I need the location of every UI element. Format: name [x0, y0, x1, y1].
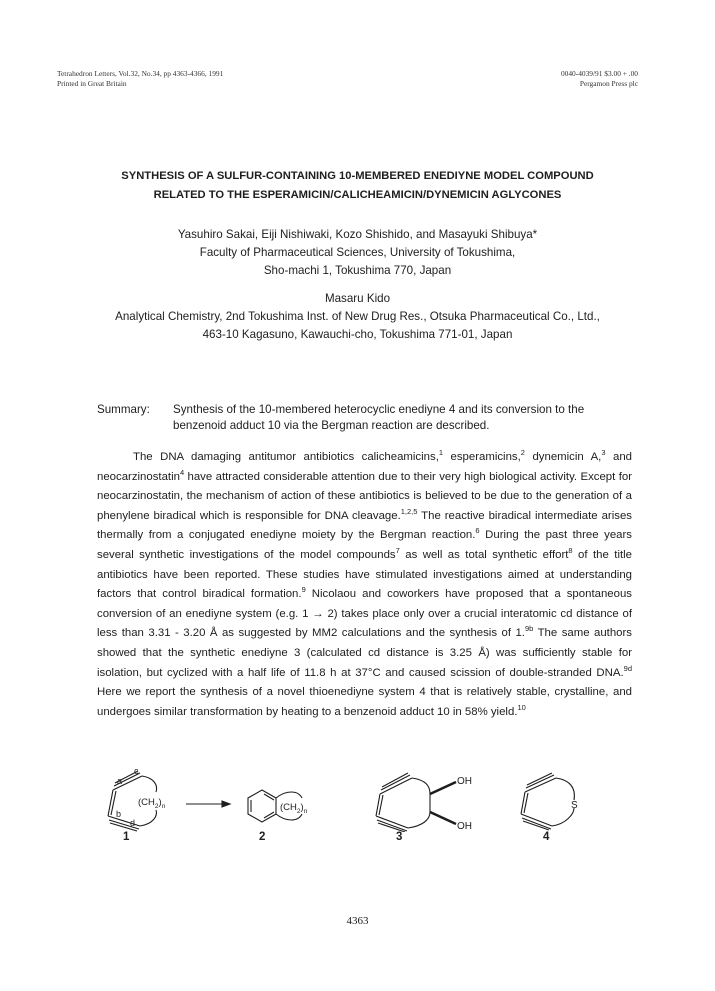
citation-12: 10	[517, 702, 526, 712]
structure-drawings	[90, 768, 650, 832]
journal-header	[57, 69, 223, 89]
atom-b: b	[116, 809, 122, 819]
atom-a: a	[117, 776, 123, 786]
body-text-5: have attracted considerable attention due to their very high biological activity. Except for neocarzinostatin, the mechanism of action of these antibiotics is believed to be due to the generation of a phenylene biradical which is responsible for DNA cleavage.	[97, 470, 632, 522]
citation-10: 9b	[524, 624, 534, 634]
author-names: Yasuhiro Sakai, Eiji Nishiwaki, Kozo Shishido, and Masayuki Shibuya*	[177, 228, 538, 241]
body-text-2: esperamicins,	[443, 451, 521, 463]
body-text-3: dynemicin A,	[524, 451, 602, 463]
page-number: 4363	[346, 915, 369, 927]
citation-7: 7	[395, 546, 400, 556]
body-text-8: as well as total synthetic effort	[399, 548, 569, 561]
citation-4: 4	[179, 467, 185, 477]
chain-label-1: $(CH_2)_n$	[138, 797, 166, 810]
citation-9: 9	[301, 585, 306, 595]
price-code: 0040-4039/91 $3.00 + .00	[560, 69, 638, 78]
author-block	[40, 226, 675, 280]
affiliation-2-line-2: 463-10 Kagasuno, Kawauchi-cho, Tokushima 771-01, Japan	[202, 328, 513, 341]
citation-3: 3	[601, 448, 606, 458]
body-text-12: Here we report the synthesis of a novel thioenediyne system 4 that is relatively stable, crystalline, and undergoes similar transformation by heating to a benzenoid adduct 10 in 58% yield.	[97, 686, 632, 718]
citation-11: 9d	[623, 663, 632, 673]
publisher-header	[561, 69, 638, 89]
citation-2: 2	[520, 448, 525, 458]
body-text-10: Nicolaou and coworkers have proposed that a spontaneous conversion of an enediyne system (e.g. 1 → 2) takes place only over a crucial interatomic cd distance of less than 3.31 - 3.20 Å as suggested by MM2 calculations and the synthesis of 1.	[97, 588, 632, 640]
body-text-6: The reactive biradical intermediate arises thermally from a conjugated enediyne moiety by the Bergman reaction.	[97, 509, 632, 542]
reaction-scheme	[90, 768, 650, 848]
affiliation-1-line-1: Faculty of Pharmaceutical Sciences, University of Tokushima,	[199, 246, 516, 259]
chain-label-2: $(CH_2)_n$	[280, 802, 308, 815]
body-text-11: The same authors showed that the synthetic enediyne 3 (calculated cd distance is 3.25 Å) was sufficiently stable for isolation, but cyclized with a half life of 11.8 h at 37°C and caused scission of double-stranded DNA.	[97, 627, 633, 679]
author-name-2: Masaru Kido	[324, 292, 391, 305]
reaction-arrow	[186, 801, 230, 807]
body-text-9: of the title antibiotics have been reported. These studies have stimulated investigations aimed at understanding factors that control biradical formation.	[97, 548, 633, 601]
compound-label-4: 4	[543, 831, 550, 843]
summary-label: Summary:	[97, 403, 150, 416]
compound-3-structure	[376, 773, 456, 832]
affiliation-2-line-1: Analytical Chemistry, 2nd Tokushima Inst. of New Drug Res., Otsuka Pharmaceutical Co., Ltd.,	[115, 310, 600, 323]
affiliation-1-line-2: Sho-machi 1, Tokushima 770, Japan	[263, 264, 452, 277]
compound-label-3: 3	[396, 831, 403, 843]
title-line-2: RELATED TO THE ESPERAMICIN/CALICHEAMICIN/DYNEMICIN AGLYCONES	[153, 189, 562, 201]
summary	[97, 402, 632, 434]
second-author-block	[40, 290, 675, 344]
hydroxyl-top: OH	[457, 776, 472, 787]
citation-1: 1	[438, 448, 444, 458]
journal-citation: Tetrahedron Letters, Vol.32, No.34, pp 4363-4366, 1991	[57, 69, 224, 78]
publisher-name: Pergamon Press plc	[579, 79, 638, 88]
atom-c: c	[134, 768, 139, 776]
body-text-1: The DNA damaging antitumor antibiotics calicheamicins,	[133, 451, 439, 463]
citation-8: 8	[568, 546, 573, 556]
hydroxyl-bottom: OH	[457, 821, 472, 832]
compound-label-2: 2	[259, 831, 266, 843]
citation-6: 6	[475, 526, 480, 536]
body-text-7: During the past three years several synthetic investigations of the model compounds	[97, 529, 632, 561]
body-text-4: and neocarzinostatin	[97, 451, 633, 483]
compound-label-1: 1	[123, 831, 130, 843]
title-line-1: SYNTHESIS OF A SULFUR-CONTAINING 10-MEMBERED ENEDIYNE MODEL COMPOUND	[121, 170, 594, 182]
summary-text: Synthesis of the 10-membered heterocyclic enediyne 4 and its conversion to the benzenoid adduct 10 via the Bergman reaction are described.	[173, 403, 585, 432]
paper-title	[40, 167, 675, 205]
citation-5: 1,2,5	[400, 506, 418, 516]
printed-location: Printed in Great Britain	[57, 79, 127, 88]
body-paragraph	[97, 448, 632, 722]
sulfur-atom: S	[571, 800, 578, 811]
atom-d: d	[130, 818, 136, 828]
compound-4-structure	[521, 773, 574, 830]
